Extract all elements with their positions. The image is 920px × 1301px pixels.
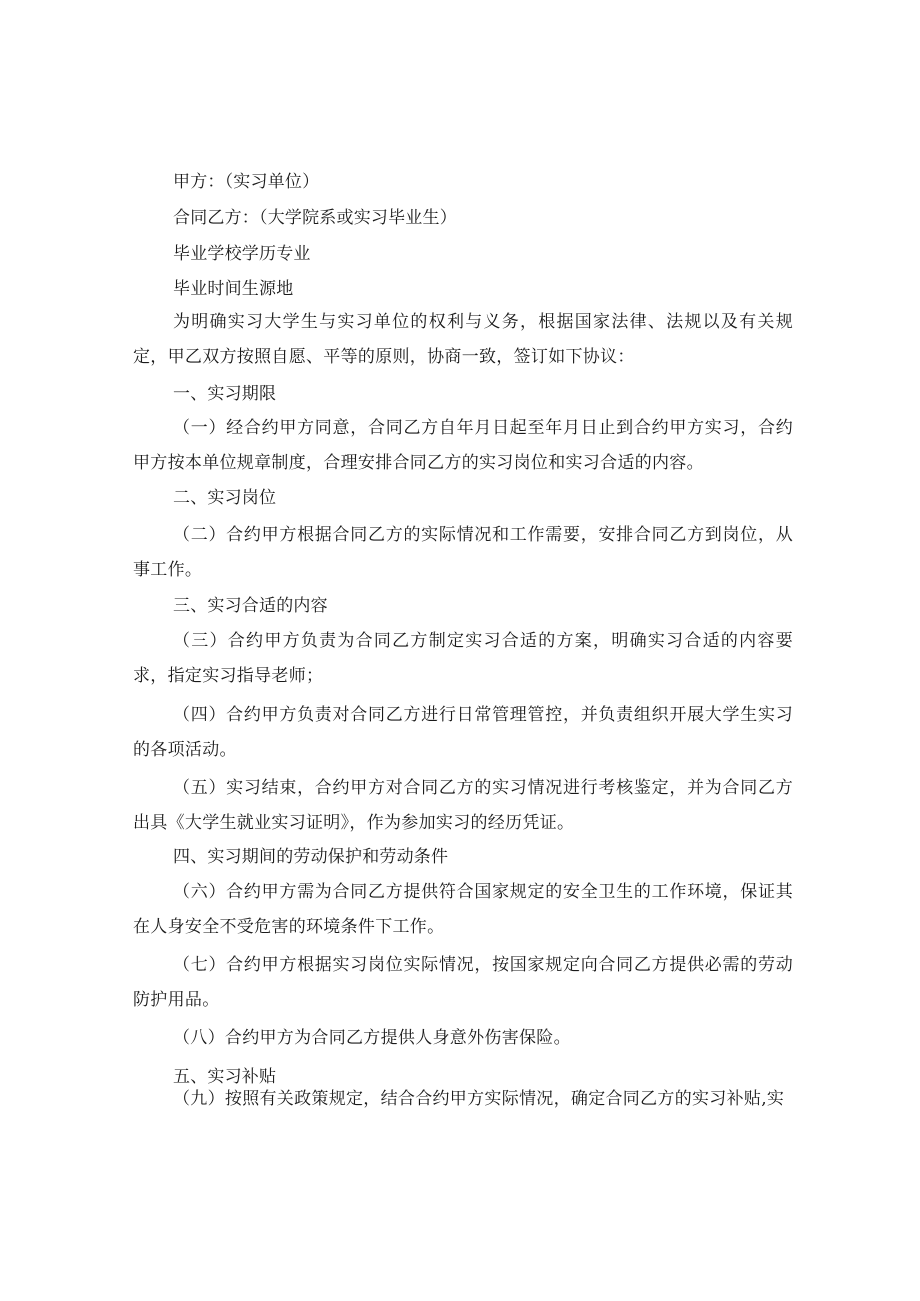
clause-paragraph: （八）合约甲方为合同乙方提供人身意外伤害保险。 [173, 1028, 571, 1048]
clause-paragraph: （五）实习结束，合约甲方对合同乙方的实习情况进行考核鉴定，并为合同乙方出具《大学生就业实习证明》，作为参加实习的经历凭证。 [133, 778, 793, 833]
school-info-line: 毕业学校学历专业 [173, 244, 311, 264]
section-heading: 三、实习合适的内容 [173, 596, 328, 616]
section-heading: 一、实习期限 [173, 384, 277, 404]
clause-paragraph: （四）合约甲方负责对合同乙方进行日常管理管控，并负责组织开展大学生实习的各项活动。 [133, 705, 793, 760]
clause-paragraph: （一）经合约甲方同意，合同乙方自年月日起至年月日止到合约甲方实习，合约甲方按本单位规章制度，合理安排合同乙方的实习岗位和实习合适的内容。 [133, 418, 793, 473]
clause-paragraph: （六）合约甲方需为合同乙方提供符合国家规定的安全卫生的工作环境，保证其在人身安全不受危害的环境条件下工作。 [133, 882, 793, 937]
section-heading: 二、实习岗位 [173, 488, 277, 508]
party-b-line: 合同乙方：（大学院系或实习毕业生） [173, 208, 457, 228]
clause-paragraph: （二）合约甲方根据合同乙方的实际情况和工作需要，安排合同乙方到岗位，从事工作。 [133, 525, 793, 580]
party-a-line: 甲方：（实习单位） [173, 172, 320, 192]
section-heading: 四、实习期间的劳动保护和劳动条件 [173, 847, 449, 867]
intro-paragraph: 为明确实习大学生与实习单位的权利与义务，根据国家法律、法规以及有关规定，甲乙双方按照自愿、平等的原则，协商一致，签订如下协议： [133, 312, 793, 367]
section-heading: 五、实习补贴 [173, 1067, 277, 1087]
clause-paragraph: （三）合约甲方负责为合同乙方制定实习合适的方案，明确实习合适的内容要求，指定实习指导老师； [133, 631, 793, 686]
clause-paragraph: （七）合约甲方根据实习岗位实际情况，按国家规定向合同乙方提供必需的劳动防护用品。 [133, 955, 793, 1010]
clause-paragraph: （九）按照有关政策规定，结合合约甲方实际情况，确定合同乙方的实习补贴,实 [173, 1089, 785, 1109]
graduation-info-line: 毕业时间生源地 [173, 279, 294, 299]
